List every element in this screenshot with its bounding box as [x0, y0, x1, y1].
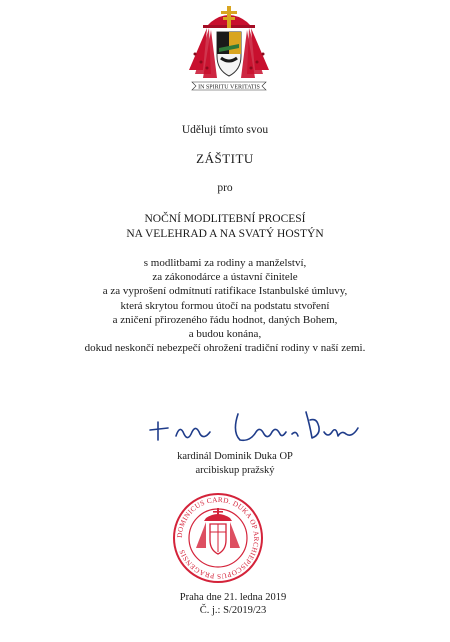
event-line: NOČNÍ MODLITEBNÍ PROCESÍ — [144, 213, 306, 225]
body-line: dokud neskončí nebezpečí ohrožení tradiční rodiny v naší zemi. — [84, 342, 366, 355]
place-date: Praha dne 21. ledna 2019 — [179, 592, 287, 603]
reference-number: Č. j.: S/2019/23 — [199, 605, 267, 616]
seal-text: DOMINICUS CARD. DUKA OP ARCHIEPISCOPUS PRAGENSIS — [175, 495, 261, 581]
document-title: ZÁŠTITU — [196, 151, 254, 166]
body-line: a budou konána, — [188, 328, 262, 341]
motto-ribbon — [190, 80, 268, 92]
motto-text: IN SPIRITU VERITATIS — [198, 84, 260, 91]
footer-block — [8, 591, 450, 617]
body-line: a zničení přirozeného řádu hodnot, daných Bohem, — [112, 313, 338, 326]
event-title — [0, 212, 450, 242]
signer-title: arcibiskup pražský — [195, 465, 275, 476]
connector-text: pro — [217, 182, 233, 194]
body-line: a za vyprošení odmítnutí ratifikace Istanbulské úmluvy, — [102, 285, 348, 298]
body-line: za zákonodárce a ústavní činitele — [152, 271, 298, 284]
event-line: NA VELEHRAD A NA SVATÝ HOSTÝN — [126, 228, 324, 240]
red-archdiocese-seal-icon — [172, 492, 264, 584]
signer-name: kardinál Dominik Duka OP — [177, 451, 293, 462]
handwritten-signature-icon — [146, 402, 366, 448]
body-line: s modlitbami za rodiny a manželství, — [143, 257, 307, 269]
body-line: která skrytou formou útočí na podstatu stvoření — [120, 299, 330, 312]
signer-block — [10, 450, 450, 478]
body-text — [0, 256, 450, 355]
intro-text: Uděluji tímto svou — [181, 124, 269, 136]
